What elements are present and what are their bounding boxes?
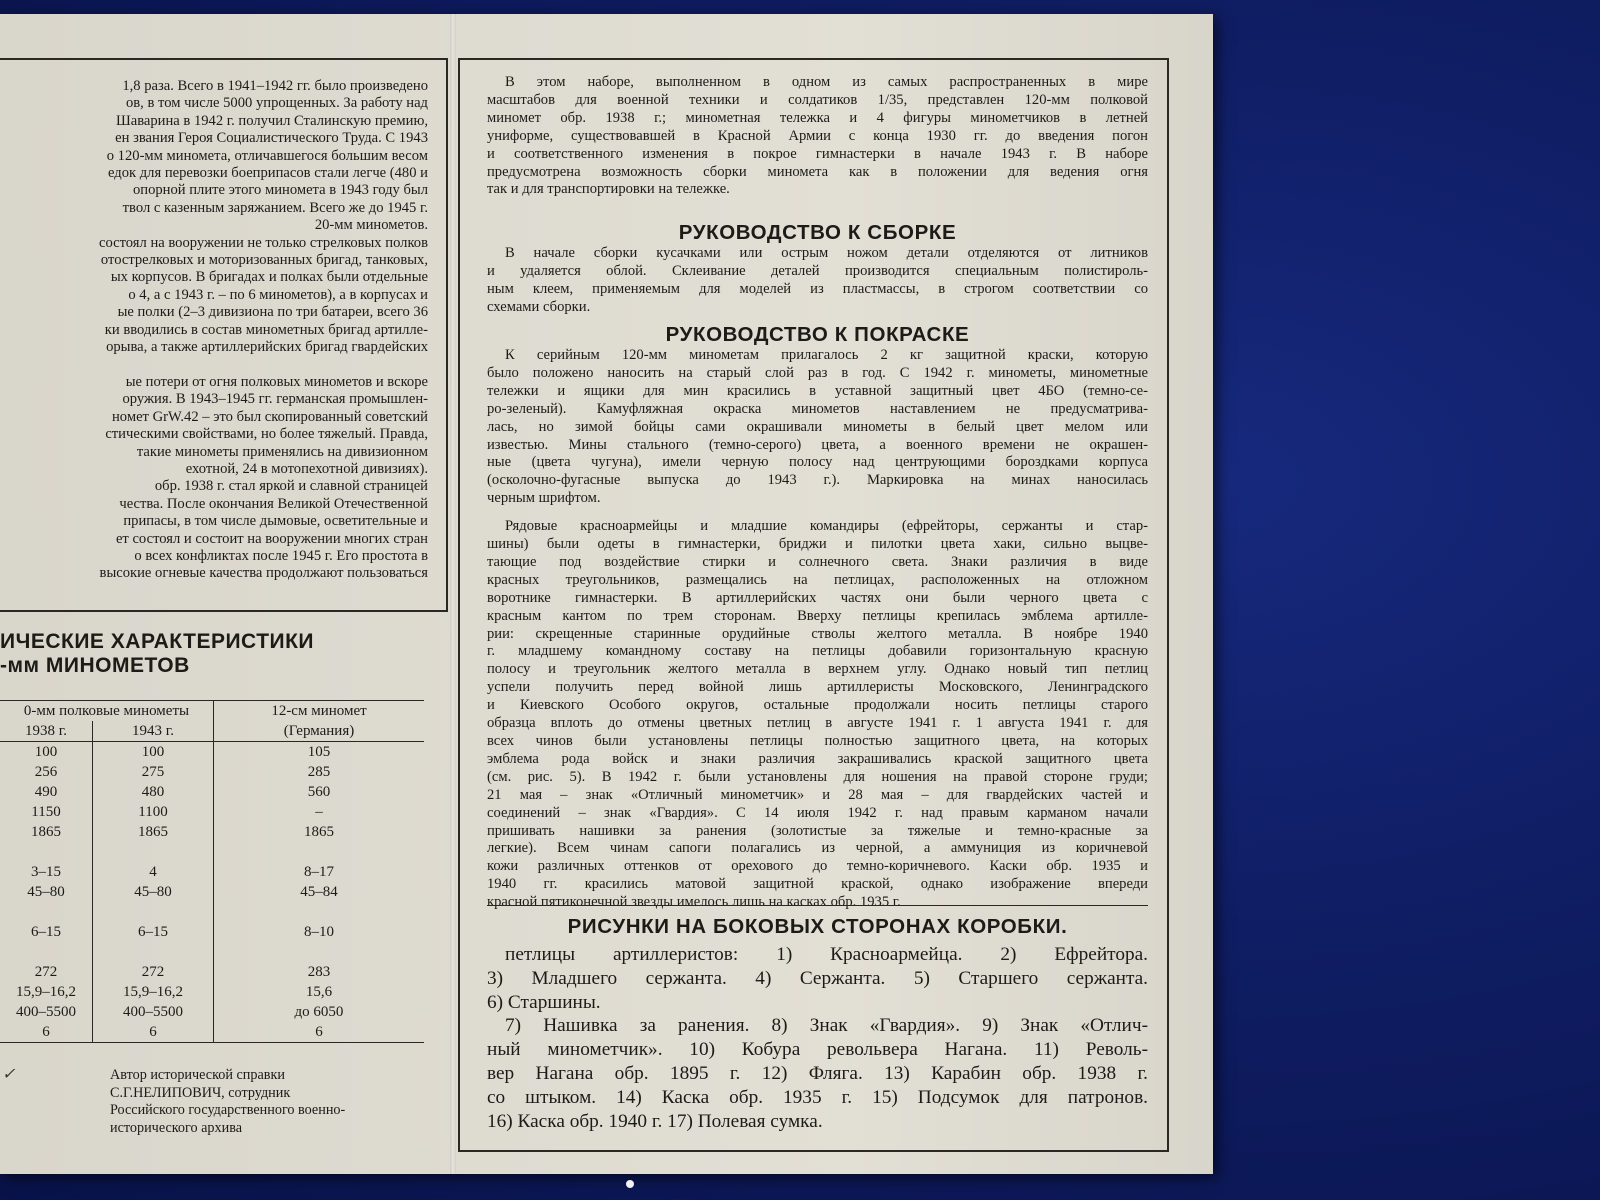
text-line: красной пятиконечной звезды имелось лишь на касках обр. 1935 г. — [487, 894, 901, 911]
text-line: В начале сборки кусачками или острым ножом детали отделяются от литников — [505, 245, 1148, 262]
painting-paragraph — [487, 347, 1148, 508]
table-cell — [93, 842, 214, 862]
table-cell: 285 — [214, 762, 425, 782]
box-sides-item: 7) Нашивка за ранения. 8) Знак «Гвардия». 9) Знак «Отлич- — [505, 1015, 1148, 1037]
history-line: состоял на вооружении не только стрелковых полков — [98, 234, 428, 251]
table-cell: 1865 — [93, 822, 214, 842]
history-line: ые полки (2–3 дивизиона по три батареи, всего 36 — [117, 304, 428, 321]
intro-paragraph — [487, 74, 1148, 199]
history-line: едок для перевозки боеприпасов стали легче (480 и — [108, 165, 428, 182]
text-line: миномет обр. 1938 г.; минометная тележка и 4 фигуры минометчиков в летней — [487, 109, 1148, 126]
table-cell: 400–5500 — [93, 1002, 214, 1022]
table-row — [0, 902, 424, 922]
light-reflection — [626, 1180, 634, 1188]
text-line: известью. Мины стального (темно-серого) цвета, а военного времени не окрашен- — [487, 436, 1148, 453]
text-line: 1940 гг. красились матовой защитной краской, однако изображение впереди — [487, 876, 1148, 893]
history-line: орыва, а также артиллерийских бригад гвардейских — [106, 339, 428, 356]
spec-title — [0, 630, 314, 678]
text-line: ным клеем, применяемым для моделей из пластмассы, в строгом соответствии со — [487, 281, 1148, 298]
history-line: ых корпусов. В бригадах и полках были отдельные — [110, 269, 428, 286]
table-cell: 15,9–16,2 — [16, 983, 76, 1000]
table-cell — [214, 902, 425, 922]
text-line: 21 мая – знак «Отличный минометчик» и 28 мая – для гвардейских частей и — [487, 786, 1148, 803]
history-line: опорной плите этого миномета в 1943 году был — [132, 182, 428, 199]
table-cell: 105 — [214, 742, 425, 763]
text-line: эмблема рода войск и знаки различия закрашивались краской защитного цвета — [487, 750, 1148, 767]
table-cell: 15,9–16,2 — [93, 982, 214, 1002]
table-cell: 100 — [93, 742, 214, 763]
history-line: 20-мм минометов. — [314, 217, 428, 234]
table-cell: 560 — [214, 782, 425, 802]
text-line: и соответственного изменения в покрое гимнастерки в начале 1943 г. В наборе — [487, 145, 1148, 162]
text-line: кожи различных оттенков от орехового до темно-коричневого. Каски обр. 1935 и — [487, 858, 1148, 875]
table-cell — [0, 902, 93, 922]
table-cell: 3–15 — [31, 863, 61, 880]
text-line: предусмотрена возможность сборки миномета как в положении для ведения огня — [487, 163, 1148, 180]
table-col1-header: 1938 г. — [0, 721, 93, 742]
history-line: отострелковых и моторизованных бригад, танковых, — [100, 252, 428, 269]
table-row — [0, 1022, 424, 1043]
box-sides-item: ный минометчик». 10) Кобура револьвера Нагана. 11) Револь- — [487, 1039, 1148, 1061]
history-line: о 4, а с 1943 г. – по 6 минометов), а в корпусах и — [128, 286, 428, 303]
table-cell — [93, 942, 214, 962]
history-line: припасы, в том числе дымовые, осветительные и — [123, 513, 428, 530]
table-cell: 6 — [214, 1022, 425, 1043]
table-cell: 100 — [34, 743, 58, 760]
section-divider — [487, 905, 1148, 906]
text-line: и удаляется облой. Склеивание деталей производится специальным полистироль- — [487, 263, 1148, 280]
history-line: стическими свойствами, но более тяжелый. Правда, — [105, 426, 428, 443]
history-line: ехотной, 24 в мотопехотной дивизиях). — [185, 460, 428, 477]
box-sides-item: со штыком. 14) Каска обр. 1935 г. 15) Подсумок для патронов. — [487, 1086, 1148, 1108]
signature-mark: ✓ — [2, 1066, 16, 1083]
text-line: всех чинов были установлены петлицы полностью защитного цвета, на которых — [487, 733, 1148, 749]
text-line: было положено наносить на старый слой раз в год. С 1942 г. минометы, минометные — [487, 364, 1148, 381]
history-line: оружия. В 1943–1945 гг. германская промышлен- — [122, 391, 428, 408]
author-line: исторического архива — [110, 1119, 243, 1136]
text-line: пришивать нашивки за ранения (золотистые за тяжелые и темно-красные за — [487, 822, 1148, 839]
text-line: В этом наборе, выполненном в одном из самых распространенных в мире — [505, 74, 1148, 90]
text-line: красных треугольников, размещались на петлицах, расположенных на отложном — [487, 571, 1148, 588]
history-line: ки вводились в состав минометных бригад артилле- — [104, 321, 428, 338]
specifications-table — [0, 700, 424, 1043]
text-line: красным кантом по трем сторонам. Вверху петлицы крепилась эмблема артилле- — [487, 607, 1148, 624]
table-cell: 400–5500 — [16, 1003, 76, 1020]
table-cell: 256 — [34, 763, 58, 780]
table-cell: – — [214, 802, 425, 822]
history-line: Шаварина в 1942 г. получил Сталинскую премию, — [116, 112, 428, 129]
history-line: ен звания Героя Социалистического Труда. С 1943 — [115, 130, 428, 147]
history-line: чества. После окончания Великой Отечественной — [119, 495, 428, 512]
text-line: воротнике гимнастерки. В артиллерийских частях они были черного цвета с — [487, 589, 1148, 606]
author-line: Российского государственного военно- — [110, 1102, 346, 1119]
table-cell — [0, 842, 93, 862]
table-row — [0, 942, 424, 962]
text-line: схемами сборки. — [487, 299, 591, 316]
table-row — [0, 922, 424, 942]
painting-heading: РУКОВОДСТВО К ПОКРАСКЕ — [665, 322, 970, 346]
spec-title-line-1: ИЧЕСКИЕ ХАРАКТЕРИСТИКИ — [0, 630, 315, 653]
text-line: (осколочно-фугасные выпуска до 1943 г.). Маркировка на минах наносилась — [487, 472, 1148, 489]
text-line: тележки и ящики для мин красились в уставной защитный цвет 4БО (темно-се- — [487, 382, 1148, 399]
text-line: шины) были одеты в гимнастерки, бриджи и пилотки цвета хаки, сильно выцве- — [487, 536, 1148, 553]
box-sides-item: вер Нагана обр. 1895 г. 12) Фляга. 13) Карабин обр. 1938 г. — [487, 1062, 1148, 1084]
history-line: обр. 1938 г. стал яркой и славной страницей — [154, 478, 428, 495]
text-line: тающие под воздействие стирки и солнечного света. Знаки различия в виде — [487, 553, 1148, 570]
table-group-header: 0-мм полковые минометы — [0, 701, 214, 722]
uniform-paragraph — [487, 518, 1148, 912]
table-row — [0, 822, 424, 842]
history-gap — [0, 357, 428, 374]
text-line: черным шрифтом. — [487, 490, 601, 507]
table-row — [0, 962, 424, 982]
text-line: и Киевского Особого округов, остальные продолжали носить петлицы старого — [487, 697, 1148, 714]
table-cell: 45–80 — [93, 882, 214, 902]
table-cell: до 6050 — [214, 1002, 425, 1022]
text-line: рии: скрещенные старинные орудийные стволы желтого металла. В ноябре 1940 — [487, 625, 1148, 642]
history-text — [0, 78, 428, 583]
table-cell: 15,6 — [214, 982, 425, 1002]
assembly-heading: РУКОВОДСТВО К СБОРКЕ — [678, 221, 957, 245]
text-line: К серийным 120-мм минометам прилагалось 2 кг защитной краски, которую — [505, 346, 1148, 363]
box-sides-heading: РИСУНКИ НА БОКОВЫХ СТОРОНАХ КОРОБКИ. — [567, 915, 1068, 938]
table-row — [0, 802, 424, 822]
table-cell: 480 — [93, 782, 214, 802]
table-cell: 6 — [93, 1022, 214, 1043]
author-note — [110, 1067, 440, 1137]
text-line: униформе, существовавшей в Красной Армии с конца 1930 гг. до введения погон — [487, 127, 1148, 144]
box-sides-item: 6) Старшины. — [487, 991, 601, 1013]
history-line: 1,8 раза. Всего в 1941–1942 гг. было произведено — [122, 78, 428, 94]
box-sides-item: 3) Младшего сержанта. 4) Сержанта. 5) Старшего сержанта. — [487, 967, 1148, 989]
table-cell — [214, 942, 425, 962]
table-col3-header-2: (Германия) — [214, 721, 425, 742]
history-line: ет состоял и состоит на вооружении многих стран — [115, 530, 428, 547]
table-cell — [214, 842, 425, 862]
table-cell: 1865 — [214, 822, 425, 842]
table-cell: 4 — [93, 862, 214, 882]
table-cell: 1150 — [31, 803, 61, 820]
text-line: соединений – знак «Гвардия». С 14 июля 1942 г. над правым карманом начали — [487, 804, 1148, 821]
text-line: ные (цвета чугуна), имели черную полосу над центрующими бороздками корпуса — [487, 454, 1148, 471]
text-line: (см. рис. 5). В 1942 г. были установлены для ношения на правой стороне груди; — [487, 768, 1148, 785]
table-row — [0, 842, 424, 862]
box-sides-item: петлицы артиллеристов: 1) Красноармейца. 2) Ефрейтора. — [505, 944, 1148, 965]
table-cell: 1865 — [31, 823, 61, 840]
text-line: лась, но зимой бойцы сами окрашивали минометы в белый цвет мелом или — [487, 418, 1148, 435]
text-line: г. младшему командному составу на петлицы добавили горизонтальную красную — [487, 643, 1148, 660]
spec-title-line-2: -мм МИНОМЕТОВ — [0, 654, 190, 677]
assembly-paragraph — [487, 245, 1148, 317]
table-row — [0, 1002, 424, 1022]
table-cell: 283 — [214, 962, 425, 982]
history-line: ые потери от огня полковых минометов и вскоре — [125, 373, 428, 390]
history-line: такие минометы применялись на дивизионном — [136, 443, 428, 460]
table-cell: 45–84 — [214, 882, 425, 902]
history-line: номет GrW.42 – это был скопированный советский — [112, 408, 428, 425]
table-cell: 6–15 — [93, 922, 214, 942]
table-col3-header-1: 12-см миномет — [214, 701, 425, 722]
text-line: масштабов для военной техники и солдатиков 1/35, представлен 120-мм полковой — [487, 91, 1148, 108]
history-line: о всех конфликтах после 1945 г. Его простота в — [134, 547, 428, 564]
text-line: легкие). Всем чинам сапоги полагались из черной, а аммуниция из коричневой — [487, 840, 1148, 857]
text-line: успели получить перед войной лишь артиллеристы Московского, Ленинградского — [487, 679, 1148, 696]
history-line: о 120-мм миномета, отличавшегося большим весом — [106, 147, 428, 164]
table-row — [0, 862, 424, 882]
table-cell: 1100 — [93, 802, 214, 822]
table-cell: 6 — [0, 1022, 93, 1043]
table-cell: 275 — [93, 762, 214, 782]
table-row — [0, 982, 424, 1002]
text-line: ро-зеленый). Камуфляжная окраска минометов наставлением не предусматрива- — [487, 400, 1148, 417]
text-line: так и для транспортировки на тележке. — [487, 181, 730, 198]
text-line: образца вплоть до отмены цветных петлиц в августе 1941 г. 1 августа 1941 г. для — [487, 715, 1148, 732]
table-cell: 490 — [34, 783, 58, 800]
table-cell — [93, 902, 214, 922]
table-cell: 272 — [93, 962, 214, 982]
table-cell: 6–15 — [31, 923, 61, 940]
table-cell: 272 — [34, 963, 58, 980]
text-line: Рядовые красноармейцы и младшие командиры (ефрейторы, сержанты и стар- — [505, 518, 1148, 535]
table-cell: 8–10 — [214, 922, 425, 942]
table-cell: 8–17 — [214, 862, 425, 882]
instructions-content — [487, 74, 1148, 912]
author-line: С.Г.НЕЛИПОВИЧ, сотрудник — [110, 1084, 291, 1101]
page-fold — [450, 14, 456, 1174]
text-line: полосу и треугольник желтого металла в верхнем углу. Однако новый тип петлиц — [487, 661, 1148, 678]
box-sides-list — [487, 943, 1148, 1133]
box-sides-section — [487, 915, 1148, 1133]
table-cell: 45–80 — [27, 883, 65, 900]
table-col2-header: 1943 г. — [93, 721, 214, 742]
table-row — [0, 762, 424, 782]
table-row — [0, 782, 424, 802]
author-line: Автор исторической справки — [110, 1067, 285, 1083]
history-line: ов, в том числе 5000 упрощенных. За работу над — [125, 95, 428, 112]
history-line: твол с казенным заряжанием. Всего же до 1945 г. — [122, 199, 428, 216]
table-row — [0, 742, 424, 763]
table-row — [0, 882, 424, 902]
box-sides-item: 16) Каска обр. 1940 г. 17) Полевая сумка. — [487, 1110, 823, 1132]
table-cell — [0, 942, 93, 962]
history-line: высокие огневые качества продолжают пользоваться — [99, 565, 428, 582]
